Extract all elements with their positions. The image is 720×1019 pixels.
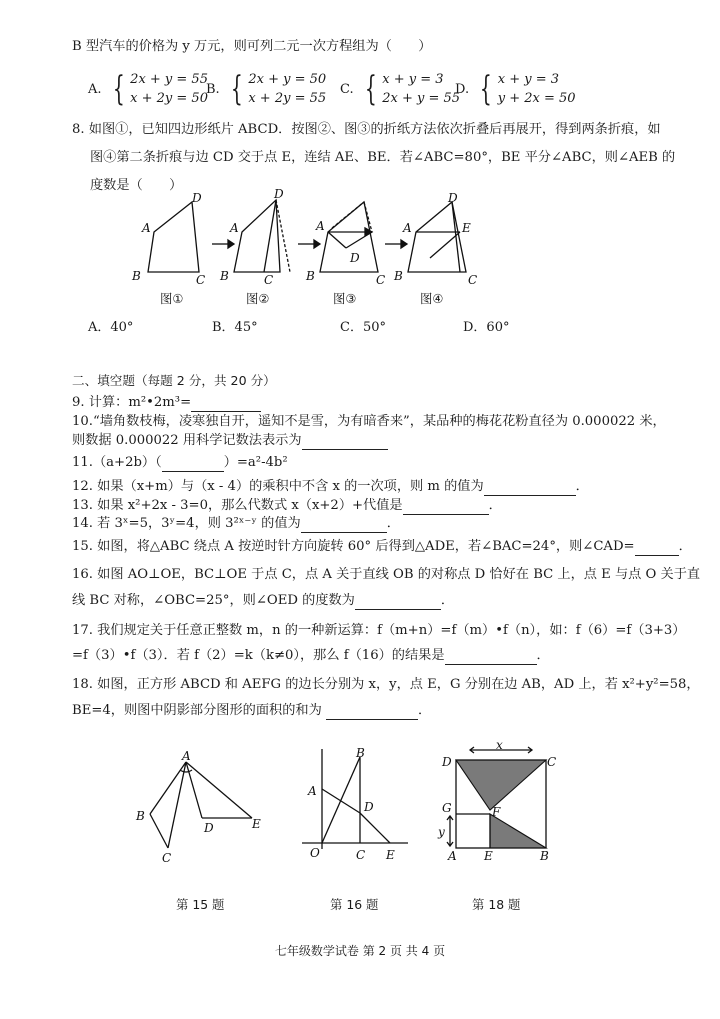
q8-option-b: B．45°	[212, 320, 258, 335]
fig1-quad	[148, 202, 199, 272]
svg-text:B: B	[220, 269, 229, 283]
svg-text:B: B	[540, 849, 549, 863]
svg-text:E: E	[252, 817, 261, 831]
fig-q18	[432, 740, 562, 866]
caption-q15: 第 15 题	[176, 897, 225, 912]
svg-text:C: C	[468, 273, 478, 287]
shaded-bottom	[490, 814, 546, 848]
q8-option-d: D．60°	[463, 320, 510, 335]
svg-text:D: D	[350, 251, 360, 265]
q7-option-a: A. { 2x + y = 55 x + 2y = 50	[88, 69, 208, 109]
svg-text:B: B	[136, 809, 145, 823]
svg-text:A: A	[142, 221, 151, 235]
q18-line1: 18. 如图，正方形 ABCD 和 AEFG 的边长分别为 x，y，点 E，G 分别在边 AB，AD 上，若 x²+y²=58，	[72, 677, 700, 692]
q8-option-c: C．50°	[340, 320, 386, 335]
page-footer: 七年级数学试卷 第 2 页 共 4 页	[274, 944, 446, 958]
svg-text:A: A	[448, 849, 457, 863]
svg-text:D: D	[204, 821, 214, 835]
svg-text:A: A	[182, 750, 191, 763]
q16-line2: 线 BC 对称，∠OBC=25°，则∠OED 的度数为 ．	[72, 593, 455, 608]
svg-text:E: E	[484, 849, 493, 863]
fig4-quad	[408, 202, 466, 272]
svg-text:D: D	[442, 755, 452, 769]
section-heading: 二、填空题（每题 2 分，共 20 分）	[72, 373, 276, 388]
svg-text:D: D	[274, 188, 284, 201]
q18-line2: BE=4，则图中阴影部分图形的面积的和为 ．	[72, 703, 432, 718]
q10-line2: 则数据 0.000022 用科学记数法表示为	[72, 432, 388, 450]
fig2-quad	[234, 200, 280, 272]
shaded-top	[456, 760, 546, 810]
q8-figures	[120, 188, 520, 292]
q15: 15. 如图，将△ABC 绕点 A 按逆时针方向旋转 60° 后得到△ADE，若∠BAC=24°，则∠CAD= ．	[72, 539, 692, 554]
q7-tail: B 型汽车的价格为 y 万元，则可列二元一次方程组为（ ）	[72, 39, 432, 54]
fig4-caption: 图④	[420, 291, 444, 306]
q17-line1: 17. 我们规定关于任意正整数 m，n 的一种新运算：f（m+n）=f（m）•f（n），如：f（6）=f（3+3）	[72, 623, 686, 638]
fig3-quad	[320, 202, 378, 272]
q16-line1: 16. 如图 AO⊥OE，BC⊥OE 于点 C，点 A 关于直线 OB 的对称点 D 恰好在 BC 上，点 E 与点 O 关于直	[72, 567, 701, 582]
svg-text:x: x	[496, 740, 503, 752]
svg-text:C: C	[196, 273, 206, 287]
svg-text:B: B	[306, 269, 315, 283]
q7-option-b: B. { 2x + y = 50 x + 2y = 55	[206, 69, 327, 109]
q8-line1: 8. 如图①，已知四边形纸片 ABCD．按图②、图③的折纸方法依次折叠后再展开，得到两条折痕，如	[72, 122, 661, 137]
q8-line2: 图④第二条折痕与边 CD 交于点 E，连结 AE、BE．若∠ABC=80°，BE 平分∠ABC，则∠AEB 的	[90, 150, 676, 165]
svg-text:C: C	[356, 848, 366, 862]
q8-option-a: A．40°	[88, 320, 134, 335]
q17-line2: =f（3）•f（3）．若 f（2）=k（k≠0），那么 f（16）的结果是 ．	[72, 648, 550, 663]
svg-text:A: A	[316, 219, 325, 233]
svg-text:C: C	[376, 273, 386, 287]
svg-text:D: D	[364, 800, 374, 814]
fig1-caption: 图①	[160, 291, 184, 306]
q8-line3: 度数是（ ）	[90, 178, 183, 193]
svg-text:G: G	[442, 801, 452, 815]
svg-text:B: B	[394, 269, 403, 283]
svg-text:C: C	[162, 851, 172, 865]
svg-text:D: D	[192, 191, 202, 205]
fig3-caption: 图③	[333, 291, 357, 306]
svg-text:A: A	[308, 784, 317, 798]
svg-text:A: A	[403, 221, 412, 235]
q9: 9. 计算：m²•2m³=	[72, 394, 261, 412]
svg-text:D: D	[448, 191, 458, 205]
q10-line1: 10.“墙角数枝梅，凌寒独自开，遥知不是雪，为有暗香来”，某品种的梅花花粉直径为 0.000022 米，	[72, 414, 666, 429]
q7-option-c: C. { x + y = 3 2x + y = 55	[340, 69, 461, 109]
fig-q16	[298, 745, 413, 865]
svg-text:B: B	[356, 746, 365, 760]
fig-q15	[130, 750, 270, 865]
fig2-caption: 图②	[246, 291, 270, 306]
svg-text:E: E	[386, 848, 395, 862]
svg-text:C: C	[547, 755, 557, 769]
svg-text:F: F	[492, 805, 501, 819]
svg-text:E: E	[462, 221, 471, 235]
q11: 11.（a+2b）（ ）=a²-4b²	[72, 455, 288, 470]
q14: 14. 若 3ˣ=5，3ʸ=4，则 3²ˣ⁻ʸ 的值为 ．	[72, 516, 400, 531]
q13: 13. 如果 x²+2x - 3=0，那么代数式 x（x+2）+代值是 ．	[72, 498, 502, 513]
svg-text:y: y	[438, 825, 445, 839]
svg-text:O: O	[310, 846, 320, 860]
q12: 12. 如果（x+m）与（x - 4）的乘积中不含 x 的一次项，则 m 的值为 ．	[72, 479, 589, 494]
svg-text:B: B	[132, 269, 141, 283]
svg-text:A: A	[230, 221, 239, 235]
caption-q18: 第 18 题	[472, 897, 521, 912]
caption-q16: 第 16 题	[330, 897, 379, 912]
q7-option-d: D. { x + y = 3 y + 2x = 50	[455, 69, 576, 109]
svg-text:C: C	[264, 273, 274, 287]
